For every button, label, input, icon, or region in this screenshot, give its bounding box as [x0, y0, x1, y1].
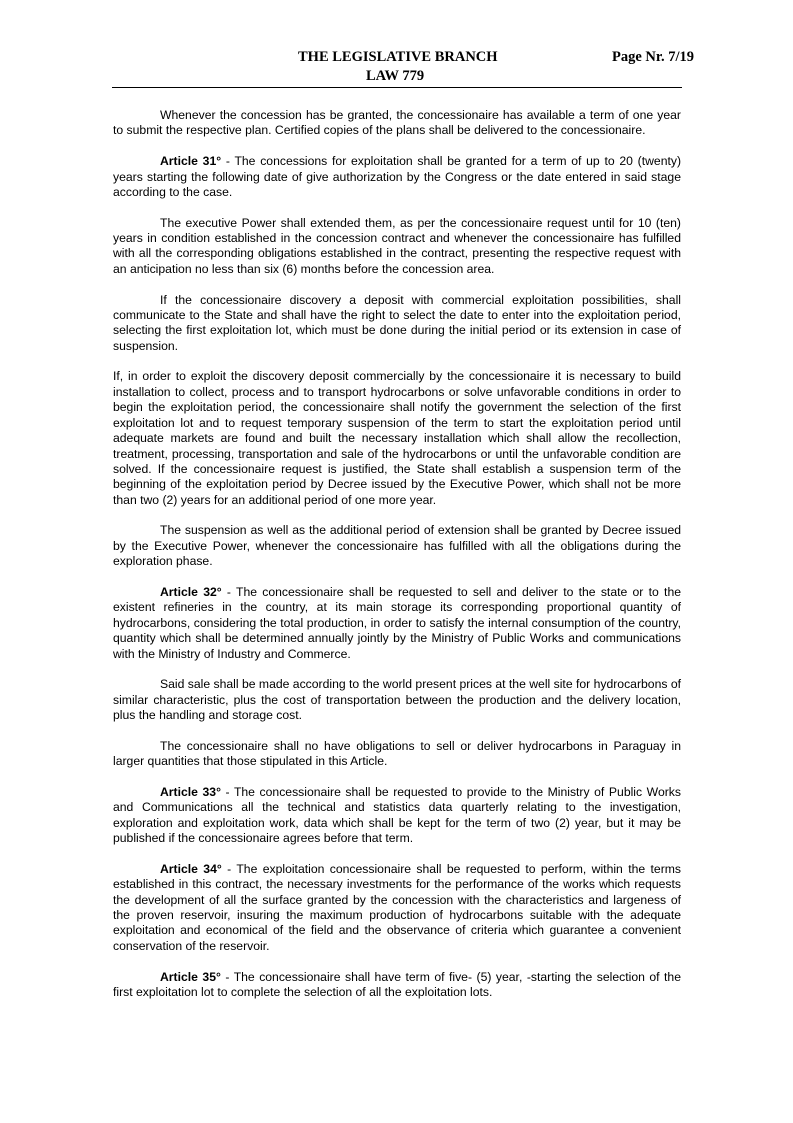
paragraph-text: If, in order to exploit the discovery deposit commercially by the concessionaire it is necessary to build installation to collect, process and to transport hydrocarbons or solve unfavorable conditions in order to begin the exploitation period, the concessionaire shall notify the government the selection of the first exploitation lot and to request temporary suspension of the term to start the exploitation period until adequate markets are found and built the necessary installation which shall allow the recollection, treatment, processing, transportation and sale of the hydrocarbons or until the unfavorable condition are solved. If the concessionaire request is justified, the State shall establish a suspension term of the beginning of the exploitation period by Decree issued by the Executive Power, which shall not be more than two (2) years for an additional period of one more year.: [113, 369, 681, 507]
paragraph-text: - The concessionaire shall have term of five- (5) year, -starting the selection of the first exploitation lot to complete the selection of all the exploitation lots.: [113, 969, 681, 999]
paragraph-text: - The concessionaire shall be requested to sell and deliver to the state or to the existent refineries in the country, at its main storage its corresponding proportional quantity of hydrocarbons, considering the total production, in order to satisfy the internal consumption of the country, quantity which shall be determined annually jointly by the Ministry of Public Works and communications with the Ministry of Industry and Commerce.: [113, 584, 681, 661]
article-paragraph: [113, 585, 681, 662]
paragraph: [113, 293, 681, 355]
paragraph-text: - The exploitation concessionaire shall be requested to perform, within the terms established in this contract, the necessary investments for the performance of the works which requests the development of all the surface granted by the concession with the characteristics and largeness of the proven reservoir, insuring the maximum production of hydrocarbons suitable with the adequate exploitation and economical of the field and the observance of criteria which guarantee a convenient conservation of the reservoir.: [113, 861, 681, 953]
paragraph: [113, 739, 681, 770]
article-heading: Article 33°: [160, 784, 221, 799]
article-paragraph: [113, 785, 681, 847]
page-number: Page Nr. 7/19: [612, 49, 695, 65]
paragraph-text: - The concessionaire shall be requested to provide to the Ministry of Public Works and Communications all the technical and statistics data quarterly relating to the investigation, exploration and exploitation work, data which shall be kept for the term of two (2) year, but it may be published if the concessionaire agrees before that term.: [113, 784, 681, 846]
article-heading: Article 32°: [160, 584, 222, 599]
article-paragraph: [113, 154, 681, 200]
article-heading: Article 35°: [160, 969, 221, 984]
paragraph: [113, 108, 681, 139]
paragraph: [113, 523, 681, 569]
header-divider: [112, 87, 682, 88]
header-subtitle: LAW 779: [366, 68, 425, 84]
paragraph-text: Said sale shall be made according to the world present prices at the well site for hydrocarbons of similar characteristic, plus the cost of transportation between the production and the delivery location, plus the handling and storage cost.: [113, 677, 681, 723]
paragraph: [113, 677, 681, 723]
article-heading: Article 31°: [160, 154, 222, 169]
header-title: THE LEGISLATIVE BRANCH: [298, 49, 498, 65]
article-paragraph: [113, 862, 681, 954]
paragraph-text: - The concessions for exploitation shall be granted for a term of up to 20 (twenty) years starting the following date of give authorization by the Congress or the date entered in said stage according to the case.: [113, 154, 682, 199]
paragraph: [113, 216, 681, 278]
paragraph-text: The executive Power shall extended them, as per the concessionaire request until for 10 (ten) years in condition established in the concession contract and whenever the concessionaire has fulfilled with all the corresponding obligations established in the contract, presenting the respective request with an anticipation no less than six (6) months before the concession area.: [113, 215, 681, 276]
document-body: [113, 108, 681, 1016]
paragraph-text: The concessionaire shall no have obligations to sell or deliver hydrocarbons in Paraguay in larger quantities that those stipulated in this Article.: [113, 738, 681, 769]
paragraph-text: The suspension as well as the additional period of extension shall be granted by Decree issued by the Executive Power, whenever the concessionaire has fulfilled with all the obligations during the exploration phase.: [113, 523, 681, 569]
article-paragraph: [113, 970, 681, 1001]
paragraph: [113, 369, 681, 508]
article-heading: Article 34°: [160, 861, 222, 876]
paragraph-text: If the concessionaire discovery a deposit with commercial exploitation possibilities, shall communicate to the State and shall have the right to select the date to enter into the exploitation period, selecting the first exploitation lot, which must be done during the initial period or its extension in case of suspension.: [113, 292, 681, 353]
paragraph-text: Whenever the concession has be granted, the concessionaire has available a term of one year to submit the respective plan. Certified copies of the plans shall be delivered to the concessionaire.: [113, 108, 681, 138]
